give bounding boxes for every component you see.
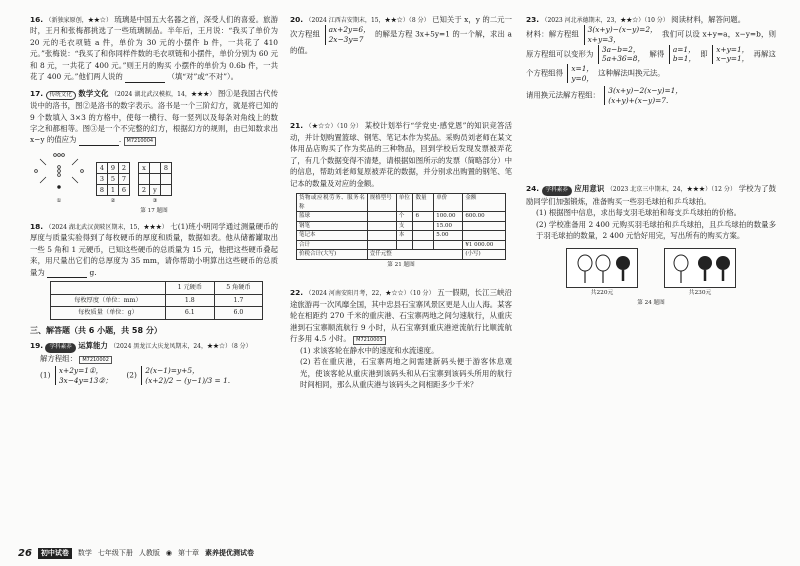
sub-question-2: (2) 若在重庆港，石宝寨两地之间需建新码头便于游客休息观光，使该客轮从重庆港到该码头和从石宝寨到该码头所用的航行时间相同，那么从重庆港与该码头之间相距多少千米？: [300, 357, 512, 390]
question-meta: （2024 湖北武汉黄陂区期末，15，★★★）: [45, 223, 168, 231]
question-text: 某校计划举行“学党史·感党恩”的知识竞答活动，并计划购置篮球、钢笔、笔记本作为奖品。采购员刘老师在某文体用品店购买了作为奖品的三种物品，回到学校后发现发票被弄花了，有几个数据变得不清楚，请根据如图所示的发票（简略部分）中的信息，帮助刘老师复原被弄花的数据，并分别求出购置的钢笔、笔记本的数量及对应的金额。: [290, 121, 512, 188]
circle-dot-icon: ◉: [165, 549, 173, 558]
task-text: 请用换元法解方程组：: [526, 90, 600, 100]
question-22: [290, 287, 512, 390]
grid-cell: [150, 174, 161, 185]
material-text-6: 这种解法叫换元法。: [598, 68, 665, 78]
grid-cell: y: [150, 185, 161, 196]
equation: x+2y=1①，: [58, 366, 103, 376]
grid-cell: x: [139, 163, 150, 174]
equation-system-transformed: [598, 45, 645, 64]
part-label: (2): [126, 370, 137, 380]
invoice-header-row: [297, 194, 505, 212]
equation: a=1，: [672, 44, 696, 54]
brand-label: 初中试卷: [38, 548, 72, 559]
grid-cell: 8: [97, 185, 108, 196]
equation-system-solution: [669, 45, 696, 64]
grade-label: 七年级下册: [97, 549, 133, 558]
invoice-header-cell: 金额: [463, 194, 505, 212]
column-right: [526, 14, 776, 312]
table-header: 5 角硬币: [214, 282, 263, 295]
equation: x−y=1，: [716, 54, 750, 64]
edition-label: 人教版: [138, 549, 160, 558]
invoice-cell: [413, 231, 434, 241]
table-row: [51, 307, 263, 320]
question-number: 20.: [290, 15, 304, 24]
question-18: [30, 221, 278, 320]
question-16: [30, 14, 278, 83]
grid-cell: 5: [108, 174, 119, 185]
table-cell: 1.7: [214, 294, 263, 307]
invoice-cell: [368, 222, 397, 232]
question-number: 22.: [290, 288, 304, 298]
invoice-cell: 6: [413, 212, 434, 222]
question-number: 21.: [290, 121, 304, 131]
table-header: 1 元硬币: [166, 282, 215, 295]
invoice-cell: 合计: [297, 241, 368, 251]
grid-cell: 2: [139, 185, 150, 196]
figure-caption: 第 24 题图: [637, 299, 665, 306]
equation-system-result: [567, 64, 593, 83]
question-text: 图①是我国古代传说中的洛书，图②是洛书的数字表示。洛书是一个三阶幻方，就是将已知的 9 个数填入 3×3 的方格中，使每一横行、每一竖列以及每条对角线上的数字之和都相等。图③是一个不完整的幻方，根据幻方的规则，由已知数求出 x−y 的值应为: [30, 88, 278, 145]
invoice-cell: 篮球: [297, 212, 368, 222]
racket-image-2: [664, 248, 736, 288]
grid-cell: 3: [97, 174, 108, 185]
question-number: 19.: [30, 341, 44, 351]
question-text-2: 小摆件的单价为 0.6b 件，一共花了 400 元。”他们两人说的: [30, 60, 278, 82]
grid-2-figure: [96, 162, 130, 206]
material-text-2: 我们可以设 x+y=a，x−y=b，则原方程组可以变形为: [526, 30, 776, 59]
grid-cell: 6: [119, 185, 130, 196]
question-17: 17. 传统文化 数学文化 （2024 湖北武汉模拟，14，★★★） 图①是我国古代传说中的洛书，图②是洛书的数字表示。洛书是一个三阶幻方，就是将已知的 9 个数填入 3×3 的方格中，使每一横行、每一竖列以及每条对角线上的数字之和都相等。图③是一个不完整的幻方，根据幻方的规则，由已知数求出 x−y 的值应为 . M7210004 ① 4 9 2 3 5 7 8 1 6 ② x 8 2 y ③ 第 17 题图: [30, 88, 278, 215]
question-text: 五一假期，长江三峡沿途旅游再一次风靡全国，其中忠县石宝寨风景区更是人山人海。某客轮在相距约 270 千米的重庆港、石宝寨两地之间匀速航行，从重庆港到石宝寨顺流航行 9 小时，从石宝寨到重庆港逆流航行比顺流航行多用 4.5 小时。: [290, 288, 512, 344]
invoice-footer-row: [297, 250, 505, 259]
question-meta: （新独家原创，★★☆）: [45, 17, 113, 24]
material-text-5: 再解这个方程组得: [526, 49, 776, 78]
invoice-cell: (小写): [465, 251, 481, 258]
test-title: 素养提优测试卷: [205, 549, 255, 558]
equation: b=1，: [672, 54, 696, 64]
invoice-header-cell: 单价: [434, 194, 463, 212]
topic-tag: 传统文化: [46, 91, 76, 100]
question-code: M7210003: [353, 336, 386, 345]
question-20: [290, 14, 512, 56]
invoice-cell: [463, 231, 505, 241]
incomplete-magic-square: [138, 162, 172, 196]
sub-question-1: (1) 根据图中信息，求出每支羽毛球拍和每支乒乓球拍的价格。: [536, 208, 741, 218]
question-tail: （填“对”或“不对”）。: [167, 72, 239, 82]
question-meta: （2024 江西吉安期末，15，★★☆）（8 分）: [305, 17, 430, 24]
invoice-figure: [296, 193, 506, 260]
answer-unit: g.: [89, 267, 97, 277]
table-cell: 6.1: [166, 307, 215, 320]
invoice-cell: [368, 241, 397, 251]
subject-label: 数学: [77, 549, 92, 558]
question-number: 18.: [30, 221, 44, 231]
invoice-header-cell: 单位: [397, 194, 414, 212]
figure-caption: 第 21 题图: [387, 261, 415, 268]
instruction-text: 解方程组：: [40, 353, 77, 363]
grid-cell: [139, 174, 150, 185]
question-meta: （★☆☆）（10 分）: [305, 123, 363, 131]
invoice-cell: [397, 241, 414, 251]
grid-cell: 7: [119, 174, 130, 185]
question-text: 已知关于 x，y 的二元一次方程组: [290, 15, 512, 40]
topic-tag-2: 运算能力: [78, 341, 108, 351]
figure-24: [526, 248, 776, 298]
price-label-2: 共230元: [688, 289, 712, 296]
material-text-4: 即: [700, 49, 708, 59]
invoice-header-cell: 数量: [413, 194, 434, 212]
sub-question-2: (2) 学校准备用 2 400 元购买羽毛球拍和乒乓球拍，且乒乓球拍的数量多于羽毛球拍的数量，2 400 元恰好用完，写出所有的购买方案。: [536, 219, 776, 241]
question-text: 学校为了鼓励同学们加强锻炼，准备购买一些羽毛球拍和乒乓球拍。: [526, 184, 776, 206]
invoice-cell: 600.00: [463, 212, 505, 222]
purchase-option-1: [566, 248, 638, 298]
answer-blank[interactable]: [47, 270, 87, 278]
question-24: [526, 183, 776, 307]
invoice-cell: [413, 241, 434, 251]
topic-tag: 学科素养: [45, 343, 75, 352]
equation: y=0，: [571, 73, 594, 83]
equation: 5a+36=8，: [601, 54, 645, 64]
grid-cell: 1: [108, 185, 119, 196]
grid-cell: 8: [161, 163, 172, 174]
equation: 2(x−1)=y+5，: [145, 366, 200, 376]
material-text: 材料：解方程组: [526, 30, 580, 40]
invoice-cell: 支: [397, 222, 414, 232]
grid-cell: 4: [97, 163, 108, 174]
page-footer: [18, 546, 254, 562]
invoice-cell: 价税合计(大写): [297, 250, 368, 259]
figure-label-3: ③: [152, 198, 158, 205]
equation-system: [325, 25, 371, 44]
coin-data-table: [50, 281, 263, 320]
invoice-row: [297, 231, 505, 241]
table-cell: 每枚质量（单位：g）: [51, 307, 166, 320]
invoice-cell: 100.00: [434, 212, 463, 222]
equation: x+y=3，: [587, 35, 621, 45]
grid-cell: 9: [108, 163, 119, 174]
invoice-cell: [434, 241, 463, 251]
luoshu-figure: [30, 149, 88, 206]
invoice-cell: [368, 231, 397, 241]
grid-cell: [150, 163, 161, 174]
luoshu-dots-diagram: [30, 149, 88, 193]
question-meta: （2023 北京三中期末，24，★★★）（12 分）: [606, 186, 737, 194]
invoice-cell: 笔记本: [297, 231, 368, 241]
part-label: (1): [40, 370, 51, 380]
equation-system-2: [141, 366, 230, 385]
question-23: [526, 14, 776, 105]
equation: (x+2)/2 − (y−1)/3 = 1.: [145, 375, 231, 385]
table-cell: 1.8: [166, 294, 215, 307]
grid-cell: [161, 174, 172, 185]
equation: 2x−3y=7: [328, 35, 364, 45]
equation-system-task: [604, 86, 683, 105]
question-meta: （2023 河北承德期末，23，★★☆）（10 分）: [541, 17, 669, 24]
equation: 3(x+y)−(x−y)=2，: [587, 25, 658, 35]
question-meta: （2024 黑龙江大庆龙凤期末，24，★★☆）（8 分）: [110, 343, 252, 351]
column-middle: [290, 14, 512, 396]
invoice-header-cell: 货物或应税劳务、服务名称: [297, 194, 368, 212]
figure-label-1: ①: [56, 198, 62, 205]
question-number: 17.: [30, 88, 44, 98]
page-number: 26: [18, 548, 32, 559]
invoice-cell: 5.00: [434, 231, 463, 241]
invoice-cell: [463, 222, 505, 232]
rackets-icon: [567, 249, 639, 289]
equation: ax+2y=6，: [328, 25, 371, 35]
equation-system-1: [55, 366, 113, 385]
magic-square-grid: [96, 162, 130, 196]
invoice-cell: [368, 212, 397, 222]
grid-cell: [161, 185, 172, 196]
figure-caption: 第 17 题图: [140, 208, 168, 215]
question-21: [290, 120, 512, 269]
table-cell: 6.0: [214, 307, 263, 320]
invoice-cell: 壹仟元整: [368, 250, 464, 259]
answer-blank[interactable]: [125, 75, 165, 83]
invoice-cell: ¥1 000.00: [463, 241, 505, 251]
invoice-header-cell: 规格型号: [368, 194, 397, 212]
chapter-label: 第十章: [178, 549, 200, 558]
grid-cell: 2: [119, 163, 130, 174]
question-number: 16.: [30, 15, 44, 24]
section-heading: 三、解答题（共 6 小题，共 58 分）: [30, 325, 162, 335]
equation: (x+y)+(x−y)=7.: [608, 95, 669, 105]
invoice-cell: 15.00: [434, 222, 463, 232]
invoice-cell: 个: [397, 212, 414, 222]
invoice-row: [297, 222, 505, 232]
invoice-cell: [413, 222, 434, 232]
rackets-icon: [665, 249, 737, 289]
answer-blank[interactable]: [79, 138, 119, 146]
topic-tag-2: 应用意识: [574, 184, 605, 194]
material-text-3: 解得: [649, 49, 665, 59]
column-left: [30, 14, 278, 390]
question-text: 七(1)班小明同学通过测量硬币的厚度与质量实验得到了每枚硬币的厚度和质量，数据如表。他从储蓄罐取出一些 5 角和 1 元硬币，已知这些硬币的总质量为 15 元，他把这些硬币叠起来，用尺量出它们的总厚度为 35 mm，请你帮助小明算出这些硬币的总质量为: [30, 221, 278, 277]
question-code: M7210002: [79, 356, 112, 365]
equation: x+y=1，: [716, 44, 750, 54]
question-code: M7210004: [124, 137, 157, 146]
purchase-option-2: [664, 248, 736, 298]
question-number: 23.: [526, 15, 540, 24]
question-19: [30, 340, 278, 385]
invoice-total-row: [297, 241, 505, 251]
question-meta: （2024 湖北武汉模拟，14，★★★）: [110, 90, 216, 98]
equation: x=1，: [571, 63, 594, 73]
invoice-cell: 钢笔: [297, 222, 368, 232]
invoice-cell: 本: [397, 231, 414, 241]
topic-tag-2: 数学文化: [78, 88, 109, 98]
question-number: 24.: [526, 184, 540, 194]
racket-image-1: [566, 248, 638, 288]
figure-label-2: ②: [110, 198, 116, 205]
question-meta: （2024 河南安阳月考，22，★☆☆）（10 分）: [305, 290, 435, 298]
equation-system-back: [712, 45, 749, 64]
price-label-1: 共220元: [590, 289, 614, 296]
grid-3-figure: [138, 162, 172, 206]
table-header: [51, 282, 166, 295]
invoice-row: [297, 212, 505, 222]
question-text: 琉璃是中国五大名器之首，深受人们的喜爱。旅游时，王月和张梅都挑选了一些琉璃制品。半年后，王月说：“我买了单价为 20 元的毛衣项链 a 件，单价为 30 元的小摆件 b 件，一共花了 410 元。”张梅说：“我买了和你同样件数的毛衣项链和小摆件，单价分别为 60 元和 8 元，一共花了 400 元。”则王月的购买: [30, 15, 278, 70]
equation: 3x−4y=13②；: [58, 375, 113, 385]
question-text: 阅读材料，解答问题。: [671, 15, 746, 24]
figure-17: [30, 149, 278, 206]
topic-tag: 学科素养: [542, 186, 572, 195]
table-row: [51, 294, 263, 307]
equation: 3(x+y)−2(x−y)=1，: [608, 86, 683, 96]
sub-question-1: (1) 求该客轮在静水中的速度和水流速度。: [300, 345, 439, 355]
equation-system: [584, 25, 658, 44]
table-cell: 每枚厚度（单位：mm）: [51, 294, 166, 307]
equation: 3a−b=2，: [601, 44, 641, 54]
question-text-2: 的解是方程 3x+5y=1 的一个解，求出 a 的值。: [290, 30, 512, 55]
